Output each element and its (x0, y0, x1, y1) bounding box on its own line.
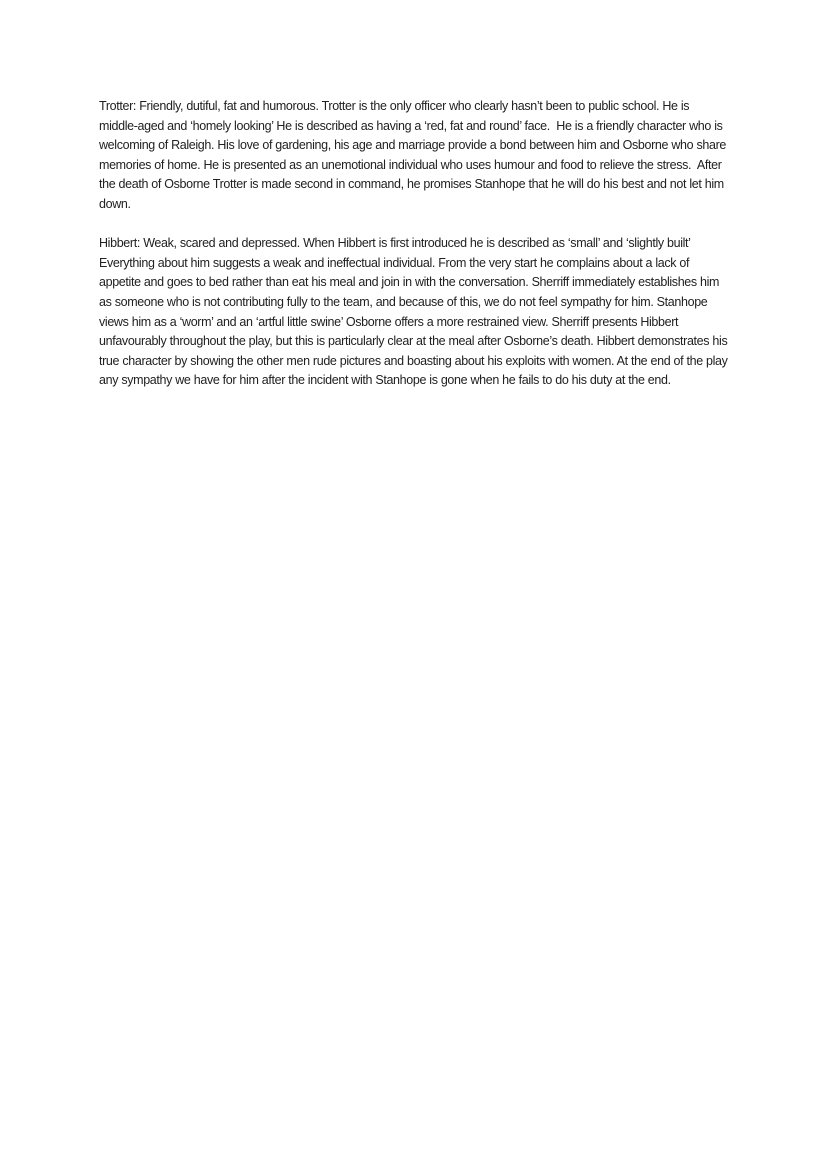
paragraph-hibbert: Hibbert: Weak, scared and depressed. When Hibbert is first introduced he is described as ‘small’ and ‘slightly built’ Everything about him suggests a weak and ineffectual individual. From the very start he complains about a lack of appetite and goes to bed rather than eat his meal and join in with the conversation. Sherriff immediately establishes him as someone who is not contributing fully to the team, and because of this, we do not feel sympathy for him. Stanhope views him as a ‘worm’ and an ‘artful little swine’ Osborne offers a more restrained view. Sherriff presents Hibbert unfavourably throughout the play, but this is particularly clear at the meal after Osborne’s death. Hibbert demonstrates his true character by showing the other men rude pictures and boasting about his exploits with women. At the end of the play any sympathy we have for him after the incident with Stanhope is gone when he fails to do his duty at the end. (99, 236, 731, 388)
paragraph-trotter: Trotter: Friendly, dutiful, fat and humorous. Trotter is the only officer who clearly hasn’t been to public school. He is middle-aged and ‘homely looking’ He is described as having a ‘red, fat and round’ face. He is a friendly character who is welcoming of Raleigh. His love of gardening, his age and marriage provide a bond between him and Osborne who share memories of home. He is presented as an unemotional individual who uses humour and food to relieve the stress. After the death of Osborne Trotter is made second in command, he promises Stanhope that he will do his best and not let him down. (99, 99, 730, 211)
document-body (99, 97, 730, 391)
